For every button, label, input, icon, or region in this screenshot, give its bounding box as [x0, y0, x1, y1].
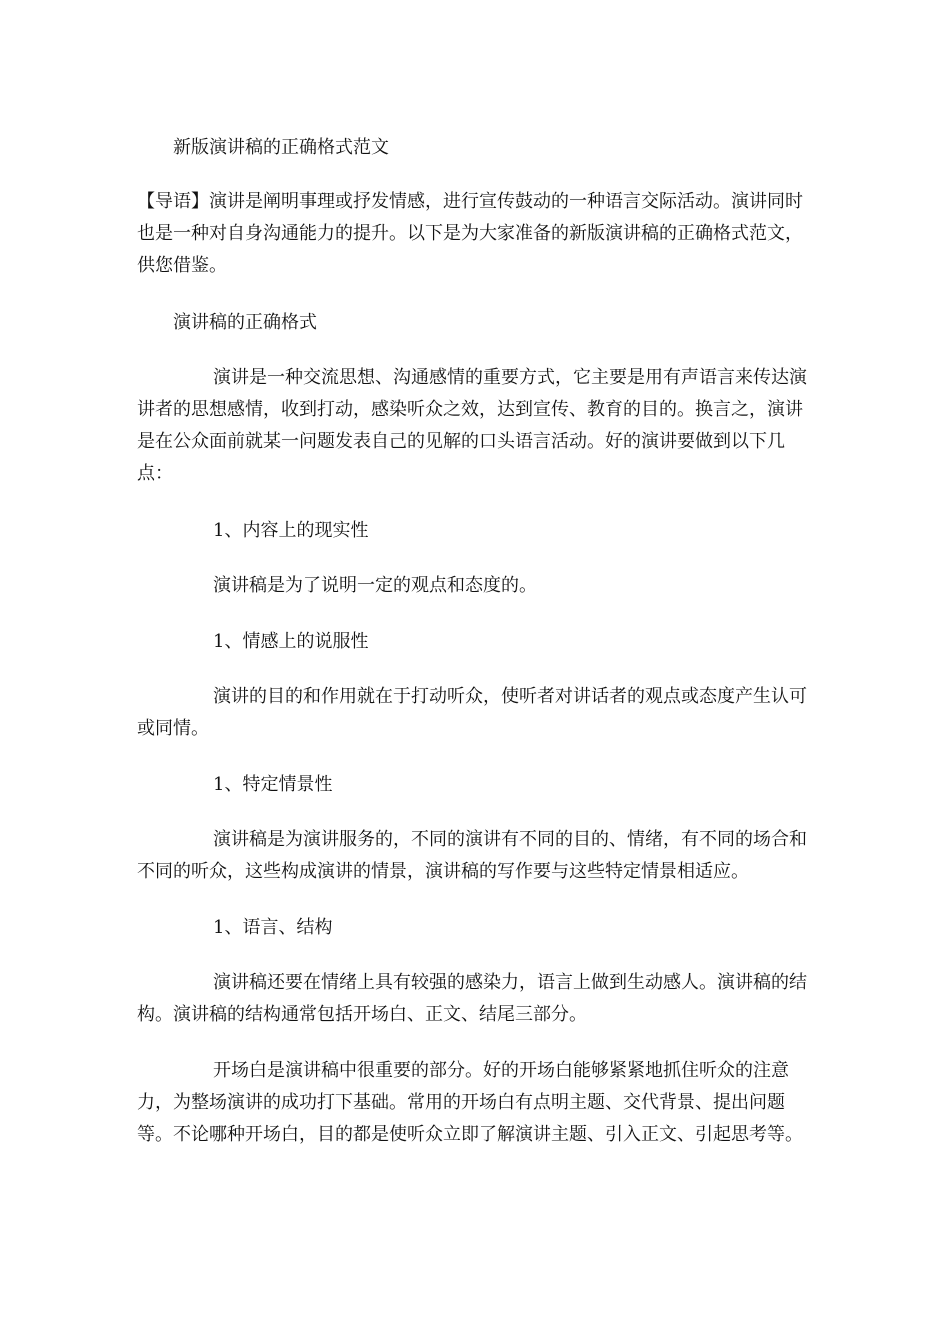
paragraph-reality: 演讲稿是为了说明一定的观点和态度的。: [213, 575, 537, 596]
subheading-language-structure: 1、语言、结构: [213, 917, 333, 938]
section-heading: 演讲稿的正确格式: [173, 312, 317, 333]
subheading-context: 1、特定情景性: [213, 774, 333, 795]
paragraph-format-overview: 演讲是一种交流思想、沟通感情的重要方式，它主要是用有声语言来传达演讲者的思想感情，收到打动，感染听众之效，达到宣传、教育的目的。换言之，演讲是在公众面前就某一问题发表自己的见解的口头语言活动。好的演讲要做到以下几点：: [137, 367, 807, 484]
subheading-reality: 1、内容上的现实性: [213, 520, 369, 541]
paragraph-opening: 开场白是演讲稿中很重要的部分。好的开场白能够紧紧地抓住听众的注意力，为整场演讲的成功打下基础。常用的开场白有点明主题、交代背景、提出问题等。不论哪种开场白，目的都是使听众立即了解演讲主题、引入正文、引起思考等。: [137, 1060, 803, 1145]
intro-paragraph: 【导语】演讲是阐明事理或抒发情感，进行宣传鼓动的一种语言交际活动。演讲同时也是一种对自身沟通能力的提升。以下是为大家准备的新版演讲稿的正确格式范文，供您借鉴。: [137, 191, 803, 276]
subheading-persuasion: 1、情感上的说服性: [213, 631, 369, 652]
document-title: 新版演讲稿的正确格式范文: [173, 137, 389, 158]
paragraph-persuasion: 演讲的目的和作用就在于打动听众，使听者对讲话者的观点或态度产生认可或同情。: [137, 686, 807, 739]
paragraph-language-structure: 演讲稿还要在情绪上具有较强的感染力，语言上做到生动感人。演讲稿的结构。演讲稿的结构通常包括开场白、正文、结尾三部分。: [137, 972, 807, 1025]
paragraph-context: 演讲稿是为演讲服务的，不同的演讲有不同的目的、情绪，有不同的场合和不同的听众，这些构成演讲的情景，演讲稿的写作要与这些特定情景相适应。: [137, 829, 807, 882]
